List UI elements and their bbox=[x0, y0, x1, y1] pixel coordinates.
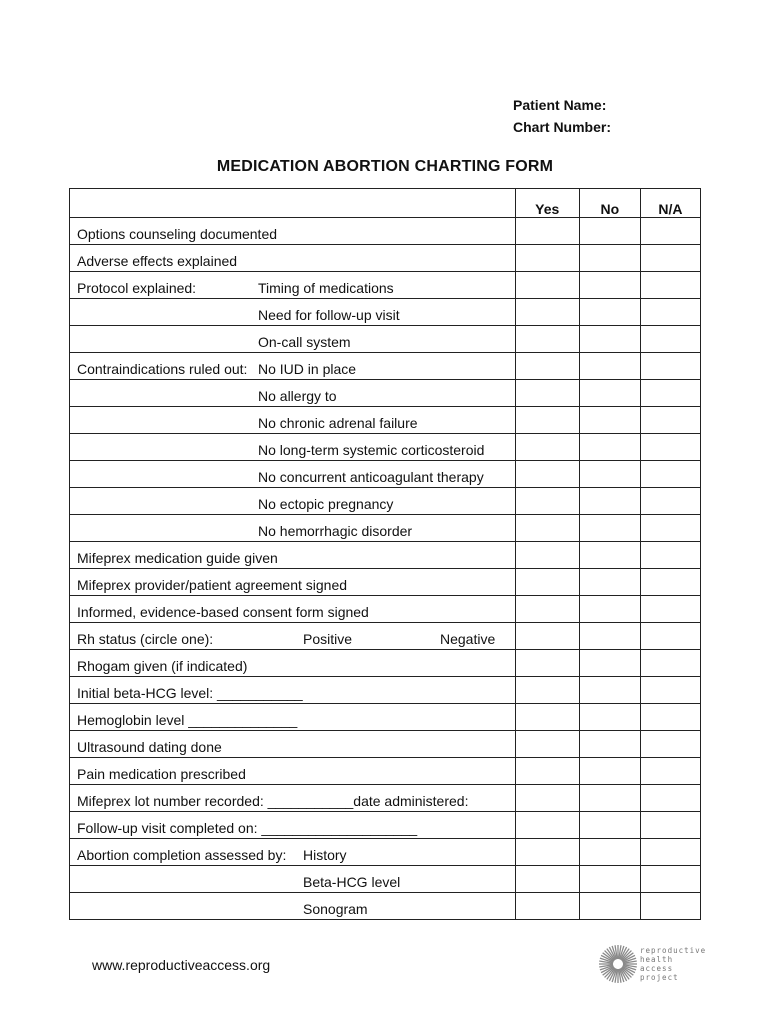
checkbox-cell-na[interactable] bbox=[640, 461, 700, 488]
checkbox-cell-yes[interactable] bbox=[515, 650, 579, 677]
item-cell bbox=[70, 623, 516, 650]
table-row bbox=[70, 380, 701, 407]
item-cell bbox=[70, 731, 516, 758]
checkbox-cell-na[interactable] bbox=[640, 245, 700, 272]
checkbox-cell-na[interactable] bbox=[640, 434, 700, 461]
checkbox-cell-no[interactable] bbox=[579, 677, 640, 704]
item-label: No chronic adrenal failure bbox=[258, 415, 418, 431]
checkbox-cell-no[interactable] bbox=[579, 515, 640, 542]
item-label: No allergy to bbox=[258, 388, 337, 404]
item-label: Rhogam given (if indicated) bbox=[77, 658, 248, 674]
item-label: On-call system bbox=[258, 334, 351, 350]
checkbox-cell-no[interactable] bbox=[579, 218, 640, 245]
checkbox-cell-no[interactable] bbox=[579, 812, 640, 839]
checkbox-cell-yes[interactable] bbox=[515, 596, 579, 623]
checkbox-cell-yes[interactable] bbox=[515, 623, 579, 650]
rhap-logo bbox=[598, 944, 707, 988]
checkbox-cell-yes[interactable] bbox=[515, 434, 579, 461]
checkbox-cell-na[interactable] bbox=[640, 866, 700, 893]
table-row bbox=[70, 218, 701, 245]
logo-text bbox=[640, 946, 706, 982]
table-row bbox=[70, 326, 701, 353]
table-row bbox=[70, 299, 701, 326]
item-label: Pain medication prescribed bbox=[77, 766, 246, 782]
checkbox-cell-no[interactable] bbox=[579, 650, 640, 677]
checkbox-cell-na[interactable] bbox=[640, 407, 700, 434]
checkbox-cell-na[interactable] bbox=[640, 326, 700, 353]
item-label: No ectopic pregnancy bbox=[258, 496, 394, 512]
header-na: N/A bbox=[640, 189, 700, 218]
table-row bbox=[70, 488, 701, 515]
header-row bbox=[70, 189, 701, 218]
checkbox-cell-yes[interactable] bbox=[515, 353, 579, 380]
table-body bbox=[70, 218, 701, 920]
item-cell bbox=[70, 299, 516, 326]
item-cell bbox=[70, 785, 516, 812]
table-row bbox=[70, 677, 701, 704]
item-label: Need for follow-up visit bbox=[258, 307, 400, 323]
item-label: Negative bbox=[440, 631, 496, 647]
item-label: Positive bbox=[303, 631, 353, 647]
sunburst-logo-icon bbox=[598, 944, 638, 984]
item-label: Adverse effects explained bbox=[77, 253, 238, 269]
header-yes: Yes bbox=[515, 189, 579, 218]
item-label: No hemorrhagic disorder bbox=[258, 523, 413, 539]
checkbox-cell-na[interactable] bbox=[640, 515, 700, 542]
checkbox-cell-no[interactable] bbox=[579, 326, 640, 353]
item-cell bbox=[70, 569, 516, 596]
item-cell bbox=[70, 704, 516, 731]
table-row bbox=[70, 272, 701, 299]
item-cell bbox=[70, 758, 516, 785]
checkbox-cell-yes[interactable] bbox=[515, 893, 579, 920]
checkbox-cell-na[interactable] bbox=[640, 218, 700, 245]
checkbox-cell-na[interactable] bbox=[640, 704, 700, 731]
checkbox-cell-yes[interactable] bbox=[515, 704, 579, 731]
item-cell bbox=[70, 677, 516, 704]
checkbox-cell-yes[interactable] bbox=[515, 677, 579, 704]
item-label: Rh status (circle one): bbox=[77, 631, 214, 647]
table-row bbox=[70, 353, 701, 380]
table-row bbox=[70, 812, 701, 839]
item-label: Follow-up visit completed on: ____________________ bbox=[77, 820, 418, 836]
checkbox-cell-na[interactable] bbox=[640, 758, 700, 785]
form-title: MEDICATION ABORTION CHARTING FORM bbox=[216, 158, 554, 175]
checkbox-cell-no[interactable] bbox=[579, 623, 640, 650]
item-cell bbox=[70, 353, 516, 380]
checkbox-cell-yes[interactable] bbox=[515, 407, 579, 434]
checkbox-cell-no[interactable] bbox=[579, 272, 640, 299]
item-label: Beta-HCG level bbox=[303, 874, 401, 890]
checkbox-cell-yes[interactable] bbox=[515, 515, 579, 542]
item-cell bbox=[70, 893, 516, 920]
item-cell bbox=[70, 812, 516, 839]
checkbox-cell-no[interactable] bbox=[579, 407, 640, 434]
checkbox-cell-no[interactable] bbox=[579, 596, 640, 623]
header-item-cell bbox=[70, 189, 516, 218]
checkbox-cell-yes[interactable] bbox=[515, 866, 579, 893]
checkbox-cell-no[interactable] bbox=[579, 353, 640, 380]
item-cell bbox=[70, 542, 516, 569]
logo-line: access bbox=[640, 964, 674, 973]
checkbox-cell-yes[interactable] bbox=[515, 542, 579, 569]
item-cell bbox=[70, 326, 516, 353]
checkbox-cell-na[interactable] bbox=[640, 650, 700, 677]
checkbox-cell-na[interactable] bbox=[640, 272, 700, 299]
logo-line: reproductive bbox=[640, 946, 707, 955]
logo-line: project bbox=[640, 973, 679, 982]
checkbox-cell-yes[interactable] bbox=[515, 731, 579, 758]
checkbox-cell-yes[interactable] bbox=[515, 488, 579, 515]
table-row bbox=[70, 569, 701, 596]
table-row bbox=[70, 461, 701, 488]
checkbox-cell-yes[interactable] bbox=[515, 839, 579, 866]
table-row bbox=[70, 839, 701, 866]
checkbox-cell-na[interactable] bbox=[640, 812, 700, 839]
checkbox-cell-no[interactable] bbox=[579, 542, 640, 569]
item-label: Timing of medications bbox=[258, 280, 394, 296]
item-cell bbox=[70, 272, 516, 299]
item-label: Abortion completion assessed by: bbox=[77, 847, 287, 863]
patient-info-block bbox=[513, 94, 611, 138]
item-cell bbox=[70, 434, 516, 461]
item-label: Sonogram bbox=[303, 901, 368, 917]
checkbox-cell-na[interactable] bbox=[640, 488, 700, 515]
checkbox-cell-no[interactable] bbox=[579, 434, 640, 461]
checkbox-cell-no[interactable] bbox=[579, 299, 640, 326]
checkbox-cell-yes[interactable] bbox=[515, 461, 579, 488]
item-cell bbox=[70, 866, 516, 893]
table-row bbox=[70, 866, 701, 893]
item-cell bbox=[70, 515, 516, 542]
checkbox-cell-yes[interactable] bbox=[515, 218, 579, 245]
table-row bbox=[70, 785, 701, 812]
checkbox-cell-yes[interactable] bbox=[515, 326, 579, 353]
item-cell bbox=[70, 461, 516, 488]
item-label: Protocol explained: bbox=[77, 280, 197, 296]
checkbox-cell-no[interactable] bbox=[579, 461, 640, 488]
item-label: No IUD in place bbox=[258, 361, 357, 377]
checkbox-cell-no[interactable] bbox=[579, 704, 640, 731]
checkbox-cell-yes[interactable] bbox=[515, 380, 579, 407]
checkbox-cell-na[interactable] bbox=[640, 785, 700, 812]
table-row bbox=[70, 434, 701, 461]
checkbox-cell-na[interactable] bbox=[640, 731, 700, 758]
checkbox-cell-yes[interactable] bbox=[515, 758, 579, 785]
item-label: Mifeprex provider/patient agreement signed bbox=[77, 577, 348, 593]
checkbox-cell-na[interactable] bbox=[640, 542, 700, 569]
item-cell bbox=[70, 839, 516, 866]
checkbox-cell-no[interactable] bbox=[579, 758, 640, 785]
checkbox-cell-no[interactable] bbox=[579, 731, 640, 758]
checkbox-cell-na[interactable] bbox=[640, 596, 700, 623]
table-row bbox=[70, 515, 701, 542]
item-cell bbox=[70, 218, 516, 245]
chart-number-label: Chart Number: bbox=[513, 119, 612, 135]
checkbox-cell-na[interactable] bbox=[640, 353, 700, 380]
checkbox-cell-na[interactable] bbox=[640, 569, 700, 596]
checkbox-cell-na[interactable] bbox=[640, 623, 700, 650]
checkbox-cell-no[interactable] bbox=[579, 245, 640, 272]
checkbox-cell-yes[interactable] bbox=[515, 785, 579, 812]
item-cell bbox=[70, 245, 516, 272]
item-cell bbox=[70, 407, 516, 434]
charting-table bbox=[69, 188, 701, 920]
item-label: No long-term systemic corticosteroid bbox=[258, 442, 485, 458]
item-cell bbox=[70, 380, 516, 407]
item-label: Options counseling documented bbox=[77, 226, 278, 242]
item-label: Contraindications ruled out: bbox=[77, 361, 248, 377]
item-label: History bbox=[303, 847, 347, 863]
checkbox-cell-no[interactable] bbox=[579, 488, 640, 515]
patient-name-label: Patient Name: bbox=[513, 97, 607, 113]
table-row bbox=[70, 596, 701, 623]
header-no: No bbox=[579, 189, 640, 218]
checkbox-cell-yes[interactable] bbox=[515, 245, 579, 272]
checkbox-cell-no[interactable] bbox=[579, 569, 640, 596]
item-label: Informed, evidence-based consent form signed bbox=[77, 604, 369, 620]
checkbox-cell-na[interactable] bbox=[640, 839, 700, 866]
checkbox-cell-yes[interactable] bbox=[515, 812, 579, 839]
footer-url[interactable]: www.reproductiveaccess.org bbox=[92, 957, 271, 973]
table-row bbox=[70, 245, 701, 272]
item-cell bbox=[70, 596, 516, 623]
checkbox-cell-na[interactable] bbox=[640, 380, 700, 407]
checkbox-cell-no[interactable] bbox=[579, 866, 640, 893]
item-label: Hemoglobin level ______________ bbox=[77, 712, 298, 728]
table-row bbox=[70, 758, 701, 785]
checkbox-cell-no[interactable] bbox=[579, 785, 640, 812]
checkbox-cell-no[interactable] bbox=[579, 839, 640, 866]
table-row bbox=[70, 542, 701, 569]
item-label: Mifeprex medication guide given bbox=[77, 550, 278, 566]
checkbox-cell-yes[interactable] bbox=[515, 299, 579, 326]
checkbox-cell-na[interactable] bbox=[640, 893, 700, 920]
table-row bbox=[70, 893, 701, 920]
table-row bbox=[70, 407, 701, 434]
checkbox-cell-no[interactable] bbox=[579, 380, 640, 407]
item-label: Mifeprex lot number recorded: ___________date administered: bbox=[77, 793, 469, 809]
checkbox-cell-yes[interactable] bbox=[515, 272, 579, 299]
table-row bbox=[70, 623, 701, 650]
table-row bbox=[70, 704, 701, 731]
checkbox-cell-na[interactable] bbox=[640, 299, 700, 326]
item-cell bbox=[70, 650, 516, 677]
table-row bbox=[70, 650, 701, 677]
item-cell bbox=[70, 488, 516, 515]
logo-line: health bbox=[640, 955, 674, 964]
item-label: Initial beta-HCG level: ___________ bbox=[77, 685, 303, 701]
checkbox-cell-na[interactable] bbox=[640, 677, 700, 704]
table-row bbox=[70, 731, 701, 758]
item-label: Ultrasound dating done bbox=[77, 739, 222, 755]
item-label: No concurrent anticoagulant therapy bbox=[258, 469, 484, 485]
checkbox-cell-no[interactable] bbox=[579, 893, 640, 920]
checkbox-cell-yes[interactable] bbox=[515, 569, 579, 596]
